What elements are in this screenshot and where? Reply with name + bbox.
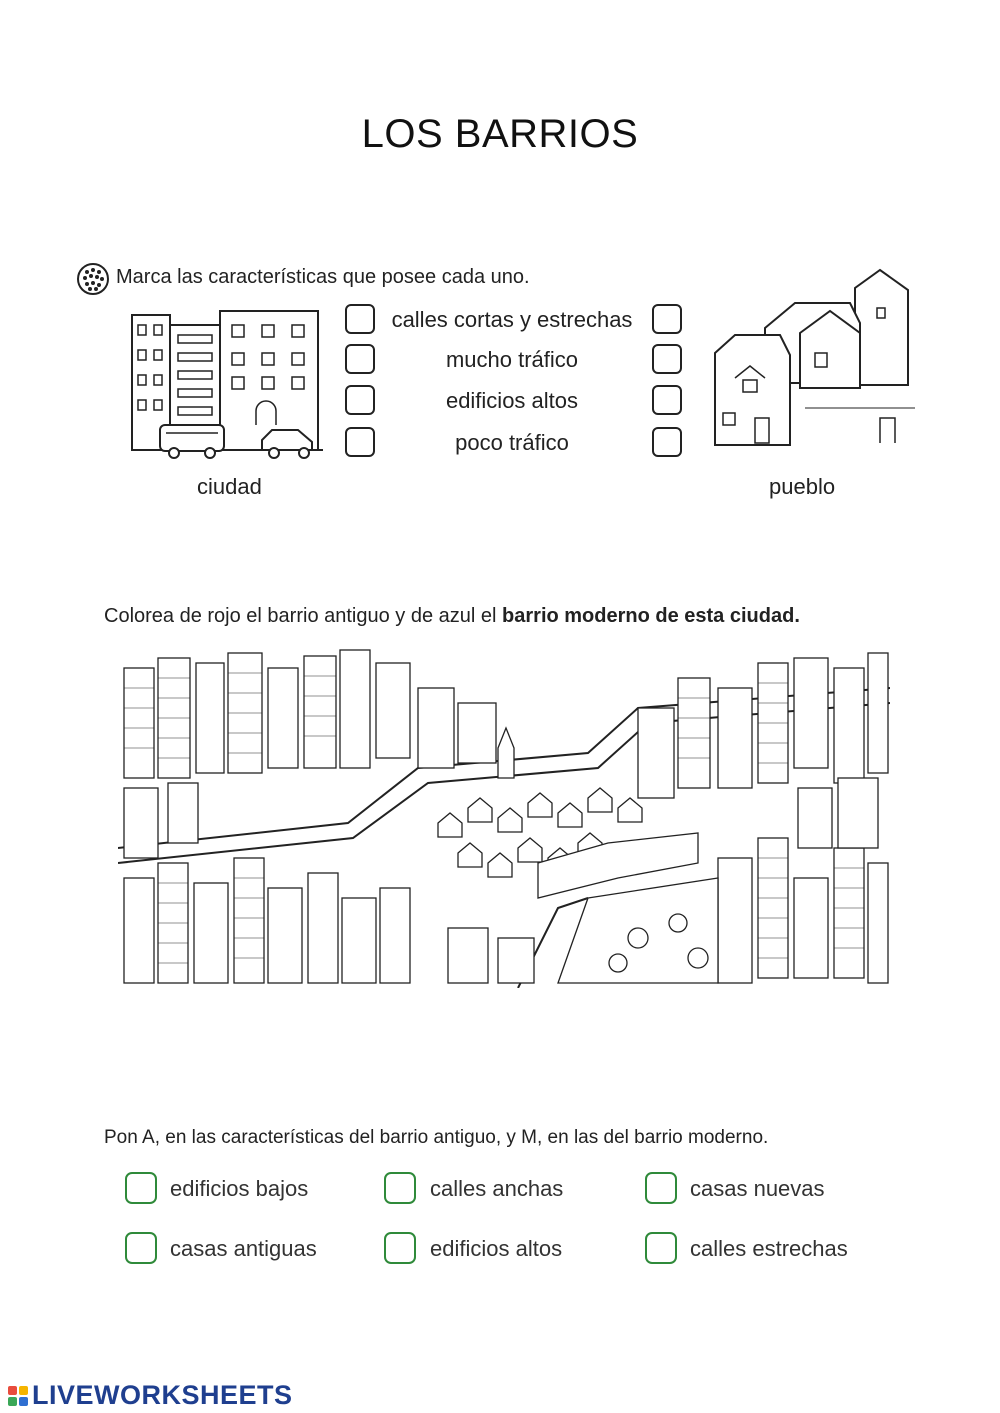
option-label-5: edificios altos (430, 1236, 563, 1261)
option-checkbox-6[interactable] (645, 1232, 677, 1264)
option-label-4: casas antiguas (170, 1236, 317, 1261)
feature-label-4: poco tráfico (455, 430, 569, 455)
section-2-instruction-plain: Colorea de rojo el barrio antiguo y de azul el (104, 605, 503, 627)
feature-label-3: edificios altos (445, 388, 579, 413)
city-label: ciudad (197, 474, 262, 499)
city-illustration (128, 305, 328, 465)
village-illustration (705, 268, 920, 458)
option-checkbox-3[interactable] (645, 1172, 677, 1204)
section-2-instruction-bold: barrio moderno de esta ciudad. (502, 605, 800, 627)
section-3-instruction: Pon A, en las características del barrio antiguo, y M, en las del barrio moderno. (104, 1127, 769, 1148)
brand-name: LIVEWORKSHEETS (32, 1380, 293, 1410)
feature-label-1: calles cortas y estrechas (391, 307, 633, 332)
option-label-6: calles estrechas (690, 1236, 848, 1261)
option-checkbox-4[interactable] (125, 1232, 157, 1264)
option-checkbox-1[interactable] (125, 1172, 157, 1204)
section-1-instruction: Marca las características que posee cada uno. (116, 266, 530, 288)
option-label-1: edificios bajos (170, 1176, 309, 1201)
option-checkbox-2[interactable] (384, 1172, 416, 1204)
option-label-2: calles anchas (430, 1176, 564, 1201)
liveworksheets-logo-icon (8, 1386, 28, 1406)
section-1-icon (76, 262, 110, 296)
village-label: pueblo (769, 474, 836, 499)
neighborhood-illustration[interactable] (118, 648, 890, 988)
option-checkbox-5[interactable] (384, 1232, 416, 1264)
page-title: LOS BARRIOS (361, 112, 639, 156)
liveworksheets-logo (8, 1380, 293, 1411)
option-label-3: casas nuevas (690, 1176, 825, 1201)
feature-label-2: mucho tráfico (445, 347, 579, 372)
section-2-instruction (104, 605, 800, 628)
